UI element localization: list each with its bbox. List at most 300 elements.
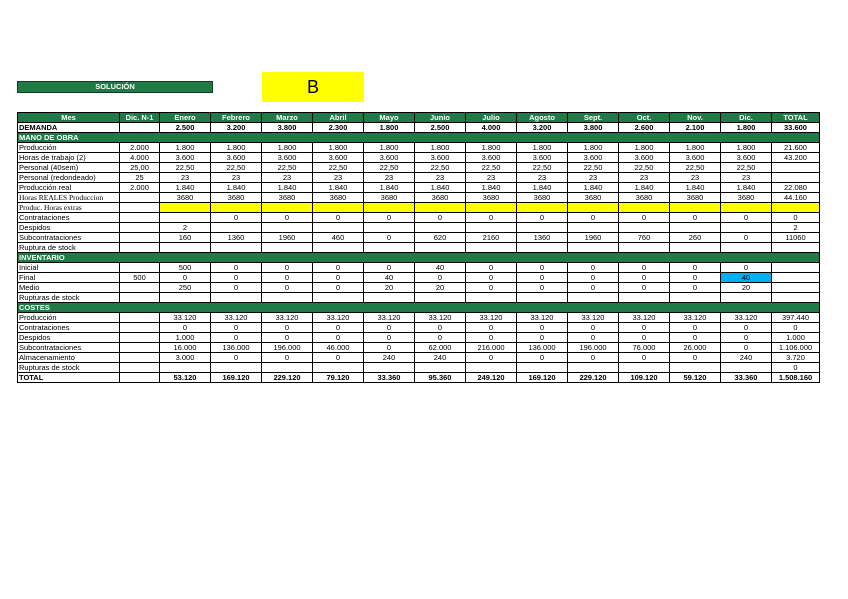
cell-dic: 0 [721,213,772,223]
cell-abril: 0 [313,213,364,223]
cell-marzo: 1.800 [262,143,313,153]
cell-abril: 0 [313,353,364,363]
cell-agosto [517,203,568,213]
header-row [18,113,820,123]
cell-abril [313,363,364,373]
cell-julio: 3.600 [466,153,517,163]
cell-mayo [364,293,415,303]
cell-nov [670,243,721,253]
cell-total: 0 [772,363,820,373]
cell-agosto: 3.200 [517,123,568,133]
cell-oct: 0 [619,353,670,363]
table-row [18,153,820,163]
cell-abril: 0 [313,323,364,333]
cell-marzo: 33.120 [262,313,313,323]
cell-total [772,163,820,173]
cell-julio: 33.120 [466,313,517,323]
cell-julio [466,243,517,253]
cell-nov: 22,50 [670,163,721,173]
cell-enero [160,363,211,373]
row-label: Rupturas de stock [18,363,120,373]
cell-oct [619,203,670,213]
cell-marzo: 229.120 [262,373,313,383]
cell-julio: 3680 [466,193,517,203]
cell-dic: 0 [721,343,772,353]
cell-mayo: 3.600 [364,153,415,163]
cell-junio: 620 [415,233,466,243]
cell-total: 3.720 [772,353,820,363]
row-label: Inicial [18,263,120,273]
cell-junio: 20 [415,283,466,293]
cell-oct: 1.800 [619,143,670,153]
cell-dic-n-1: 2.000 [120,183,160,193]
cell-marzo: 3.800 [262,123,313,133]
cell-mayo: 0 [364,343,415,353]
cell-enero: 23 [160,173,211,183]
cell-agosto: 0 [517,273,568,283]
cell-mayo: 33.360 [364,373,415,383]
table-row [18,203,820,213]
cell-julio [466,223,517,233]
cell-oct: 3.600 [619,153,670,163]
cell-oct: 109.120 [619,373,670,383]
row-label: Medio [18,283,120,293]
cell-dic-n-1 [120,263,160,273]
cell-julio [466,363,517,373]
cell-febrero: 169.120 [211,373,262,383]
cell-nov: 0 [670,283,721,293]
cell-nov: 59.120 [670,373,721,383]
cell-junio: 22,50 [415,163,466,173]
cell-mayo: 1.800 [364,143,415,153]
cell-mayo: 40 [364,273,415,283]
cell-junio [415,363,466,373]
table-row [18,293,820,303]
cell-sept: 0 [568,323,619,333]
row-label: Final [18,273,120,283]
cell-sept: 3680 [568,193,619,203]
cell-dic [721,223,772,233]
cell-julio: 23 [466,173,517,183]
cell-total: 33.600 [772,123,820,133]
cell-dic: 3680 [721,193,772,203]
cell-julio: 4.000 [466,123,517,133]
cell-febrero: 33.120 [211,313,262,323]
cell-junio: 3.600 [415,153,466,163]
cell-febrero: 3680 [211,193,262,203]
row-label: Despidos [18,333,120,343]
cell-sept: 0 [568,333,619,343]
cell-julio: 249.120 [466,373,517,383]
cell-nov: 26.000 [670,343,721,353]
cell-julio: 0 [466,333,517,343]
row-label: Ruptura de stock [18,243,120,253]
table-row [18,283,820,293]
cell-junio: 3680 [415,193,466,203]
cell-total: 397.440 [772,313,820,323]
cell-agosto: 1360 [517,233,568,243]
table-row [18,213,820,223]
cell-enero: 3.000 [160,353,211,363]
cell-dic: 240 [721,353,772,363]
row-label: Subcontrataciones [18,343,120,353]
cell-enero: 53.120 [160,373,211,383]
cell-dic-n-1 [120,363,160,373]
cell-dic-n-1: 25 [120,173,160,183]
cell-junio: 1.800 [415,143,466,153]
cell-mayo: 3680 [364,193,415,203]
cell-febrero [211,243,262,253]
cell-nov: 1.800 [670,143,721,153]
cell-mayo [364,363,415,373]
cell-febrero: 0 [211,213,262,223]
row-label: Horas REALES Produccion [18,193,120,203]
cell-total: 1.106.000 [772,343,820,353]
cell-agosto: 1.800 [517,143,568,153]
column-header-mes: Mes [18,113,120,123]
cell-mayo [364,223,415,233]
cell-enero: 2 [160,223,211,233]
cell-marzo: 0 [262,263,313,273]
cell-total: 44.160 [772,193,820,203]
cell-abril: 0 [313,333,364,343]
cell-dic: 22,50 [721,163,772,173]
cell-abril: 0 [313,283,364,293]
cell-dic: 1.800 [721,143,772,153]
table-row [18,193,820,203]
cell-nov: 0 [670,353,721,363]
cell-dic-n-1 [120,323,160,333]
cell-oct: 1.840 [619,183,670,193]
section-row-mano-de-obra [18,133,820,143]
cell-enero: 3.600 [160,153,211,163]
cell-nov: 2.100 [670,123,721,133]
cell-agosto: 22,50 [517,163,568,173]
cell-junio: 40 [415,263,466,273]
cell-marzo [262,243,313,253]
table-row [18,313,820,323]
section-label: COSTES [18,303,820,313]
cell-abril [313,223,364,233]
column-header-enero: Enero [160,113,211,123]
cell-sept: 0 [568,283,619,293]
cell-sept: 1.840 [568,183,619,193]
cell-dic: 0 [721,323,772,333]
cell-dic-n-1 [120,123,160,133]
cell-enero [160,243,211,253]
cell-nov: 0 [670,263,721,273]
cell-abril: 79.120 [313,373,364,383]
cell-dic: 23 [721,173,772,183]
cell-dic-n-1 [120,353,160,363]
cell-julio: 1.800 [466,143,517,153]
cell-febrero: 1.840 [211,183,262,193]
cell-oct: 0 [619,273,670,283]
cell-nov: 0 [670,213,721,223]
cell-mayo: 23 [364,173,415,183]
cell-dic-n-1 [120,203,160,213]
table-row [18,243,820,253]
cell-enero [160,213,211,223]
cell-agosto [517,293,568,303]
cell-febrero: 0 [211,353,262,363]
cell-sept: 33.120 [568,313,619,323]
cell-nov: 0 [670,323,721,333]
cell-nov: 33.120 [670,313,721,323]
cell-dic: 1.840 [721,183,772,193]
column-header-agosto: Agosto [517,113,568,123]
cell-junio [415,223,466,233]
cell-dic [721,363,772,373]
cell-marzo: 22,50 [262,163,313,173]
cell-junio: 95.360 [415,373,466,383]
cell-marzo [262,203,313,213]
column-header-febrero: Febrero [211,113,262,123]
cell-mayo: 1.840 [364,183,415,193]
cell-enero: 500 [160,263,211,273]
cell-oct: 0 [619,263,670,273]
cell-total: 1.000 [772,333,820,343]
cell-oct [619,223,670,233]
column-header-nov: Nov. [670,113,721,123]
cell-abril [313,293,364,303]
cell-febrero [211,203,262,213]
cell-enero [160,203,211,213]
cell-dic-n-1 [120,213,160,223]
cell-nov [670,223,721,233]
cell-total [772,203,820,213]
cell-marzo: 0 [262,353,313,363]
production-plan-table [17,112,820,383]
cell-enero: 160 [160,233,211,243]
cell-oct: 33.120 [619,313,670,323]
cell-sept: 23 [568,173,619,183]
cell-agosto: 0 [517,283,568,293]
cell-nov: 260 [670,233,721,243]
cell-dic-n-1: 4.000 [120,153,160,163]
cell-febrero [211,363,262,373]
cell-dic-n-1 [120,293,160,303]
table-row [18,263,820,273]
cell-abril: 3680 [313,193,364,203]
row-label: Despidos [18,223,120,233]
cell-oct: 76.000 [619,343,670,353]
cell-dic-n-1 [120,193,160,203]
cell-junio: 0 [415,213,466,223]
cell-agosto: 0 [517,323,568,333]
cell-enero: 1.840 [160,183,211,193]
cell-mayo: 0 [364,323,415,333]
row-label: Almacenamiento [18,353,120,363]
cell-dic [721,203,772,213]
cell-mayo: 33.120 [364,313,415,323]
cell-febrero: 23 [211,173,262,183]
cell-dic: 33.120 [721,313,772,323]
cell-junio: 240 [415,353,466,363]
cell-julio: 216.000 [466,343,517,353]
row-label: Rupturas de stock [18,293,120,303]
cell-oct: 0 [619,333,670,343]
cell-oct: 0 [619,213,670,223]
cell-enero: 2.500 [160,123,211,133]
cell-mayo: 0 [364,333,415,343]
cell-sept [568,243,619,253]
row-label: DEMANDA [18,123,120,133]
cell-sept: 3.600 [568,153,619,163]
variant-label: B [262,72,364,102]
cell-total [772,283,820,293]
cell-dic-n-1 [120,223,160,233]
cell-febrero: 0 [211,263,262,273]
cell-dic: 0 [721,333,772,343]
row-label: Contrataciones [18,213,120,223]
cell-nov: 3680 [670,193,721,203]
column-header-oct: Oct. [619,113,670,123]
cell-febrero: 1360 [211,233,262,243]
cell-sept [568,203,619,213]
cell-sept: 1960 [568,233,619,243]
cell-agosto: 136.000 [517,343,568,353]
cell-febrero: 22,50 [211,163,262,173]
cell-marzo: 3680 [262,193,313,203]
table-row [18,353,820,363]
cell-abril: 46.000 [313,343,364,353]
cell-febrero [211,293,262,303]
cell-abril: 22,50 [313,163,364,173]
cell-sept: 196.000 [568,343,619,353]
cell-febrero: 0 [211,333,262,343]
column-header-sept: Sept. [568,113,619,123]
cell-total [772,273,820,283]
cell-junio: 0 [415,323,466,333]
cell-julio: 0 [466,323,517,333]
column-header-marzo: Marzo [262,113,313,123]
cell-dic-n-1 [120,343,160,353]
cell-nov: 1.840 [670,183,721,193]
cell-enero: 22,50 [160,163,211,173]
cell-febrero: 136.000 [211,343,262,353]
cell-total: 22.080 [772,183,820,193]
cell-sept: 22,50 [568,163,619,173]
table-row [18,333,820,343]
cell-julio: 1.840 [466,183,517,193]
cell-total [772,243,820,253]
cell-sept: 3.800 [568,123,619,133]
cell-enero [160,293,211,303]
cell-oct: 22,50 [619,163,670,173]
cell-marzo: 0 [262,213,313,223]
cell-mayo: 20 [364,283,415,293]
table-row [18,173,820,183]
cell-junio: 33.120 [415,313,466,323]
cell-dic-n-1: 500 [120,273,160,283]
column-header-julio: Julio [466,113,517,123]
cell-marzo [262,363,313,373]
table-row [18,123,820,133]
cell-dic: 40 [721,273,772,283]
row-label: Producción [18,313,120,323]
cell-mayo: 22,50 [364,163,415,173]
cell-febrero: 0 [211,323,262,333]
cell-marzo: 0 [262,323,313,333]
section-label: INVENTARIO [18,253,820,263]
cell-sept: 0 [568,263,619,273]
cell-total: 11060 [772,233,820,243]
cell-abril: 23 [313,173,364,183]
cell-mayo: 0 [364,213,415,223]
cell-agosto: 0 [517,263,568,273]
cell-total: 2 [772,223,820,233]
cell-sept: 229.120 [568,373,619,383]
solution-label: SOLUCIÓN [17,81,213,93]
section-row-inventario [18,253,820,263]
cell-total [772,263,820,273]
cell-marzo: 1.840 [262,183,313,193]
table-row [18,233,820,243]
cell-enero: 0 [160,273,211,283]
cell-nov [670,363,721,373]
cell-julio [466,293,517,303]
cell-oct: 2.600 [619,123,670,133]
cell-abril [313,243,364,253]
cell-total [772,173,820,183]
cell-abril: 1.840 [313,183,364,193]
cell-oct: 0 [619,323,670,333]
cell-marzo [262,293,313,303]
table-row [18,143,820,153]
cell-oct: 23 [619,173,670,183]
cell-oct [619,293,670,303]
cell-enero: 0 [160,323,211,333]
cell-junio: 0 [415,333,466,343]
cell-total: 0 [772,323,820,333]
cell-oct [619,363,670,373]
cell-nov: 0 [670,333,721,343]
cell-agosto: 3680 [517,193,568,203]
cell-sept: 0 [568,213,619,223]
cell-enero: 1.800 [160,143,211,153]
table-row [18,273,820,283]
cell-agosto: 0 [517,333,568,343]
cell-febrero [211,223,262,233]
cell-junio: 62.000 [415,343,466,353]
cell-dic-n-1: 2.000 [120,143,160,153]
cell-mayo: 0 [364,233,415,243]
column-header-dic: Dic. [721,113,772,123]
cell-julio: 0 [466,283,517,293]
cell-marzo: 3.600 [262,153,313,163]
cell-sept [568,363,619,373]
cell-agosto: 3.600 [517,153,568,163]
cell-marzo: 0 [262,283,313,293]
cell-enero: 3680 [160,193,211,203]
row-label: Contrataciones [18,323,120,333]
section-row-costes [18,303,820,313]
cell-sept: 0 [568,353,619,363]
cell-julio: 22,50 [466,163,517,173]
cell-sept [568,293,619,303]
cell-dic-n-1 [120,283,160,293]
table-row [18,373,820,383]
cell-agosto [517,243,568,253]
row-label: Subcontrataciones [18,233,120,243]
cell-abril [313,203,364,213]
cell-junio: 1.840 [415,183,466,193]
cell-agosto [517,363,568,373]
table-row [18,163,820,173]
cell-enero: 1.000 [160,333,211,343]
cell-nov: 0 [670,273,721,283]
